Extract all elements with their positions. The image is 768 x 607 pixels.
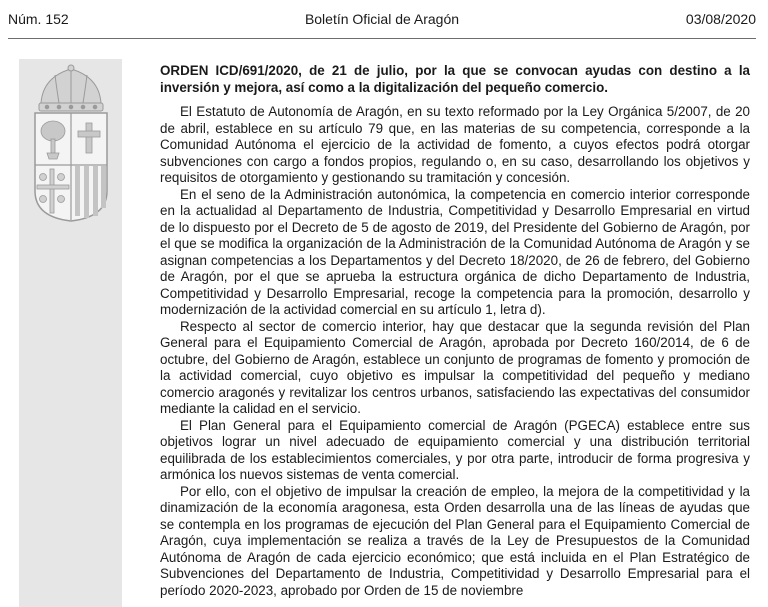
paragraph: Respecto al sector de comercio interior, hay que destacar que la segunda revisión del Plan General para el Equipamiento Comercial de Aragón, aprobada por Decreto 160/2014, de 6 de octubre, del Gobierno de Aragón, establece un conjunto de programas de fomento y promoción de la actividad comercial, cuyo objetivo es impulsar la competitividad del pequeño y mediano comercio aragonés y revitalizar los centros urbanos, satisfaciendo las expectativas del consumidor mediante la calidad en el servicio. <box>160 318 750 416</box>
document-body <box>160 62 750 599</box>
paragraph: El Estatuto de Autonomía de Aragón, en su texto reformado por la Ley Orgánica 5/2007, de 20 de abril, establece en su artículo 79 que, en las materias de su competencia, corresponde a la Comunidad Autónoma el ejercicio de la actividad de fomento, a cuyos efectos podrá otorgar subvenciones con cargo a fondos propios, regulando o, en su caso, desarrollando los objetivos y requisitos de otorgamiento y gestionando su tramitación y concesión. <box>160 104 750 185</box>
issue-number: Núm. 152 <box>8 11 69 27</box>
paragraph: Por ello, con el objetivo de impulsar la creación de empleo, la mejora de la competitividad y la dinamización de la economía aragonesa, esta Orden desarrolla una de las líneas de ayudas que se contempla en los programas de ejecución del Plan General para el Equipamiento Comercial de Aragón, cuya implementación se realiza a través de la Ley de Presupuestos de la Comunidad Autónoma de Aragón de cada ejercicio económico; que está incluida en el Plan Estratégico de Subvenciones del Departamento de Industria, Competitividad y Desarrollo Empresarial para el período 2020-2023, aprobado por Orden de 15 de noviembre <box>160 483 750 598</box>
paragraph: En el seno de la Administración autonómica, la competencia en comercio interior corresponde en la actualidad al Departamento de Industria, Competitividad y Desarrollo Empresarial en virtud de lo dispuesto por el Decreto de 5 de agosto de 2019, del Presidente del Gobierno de Aragón, por el que se modifica la organización de la Administración de la Comunidad Autónoma de Aragón y se asignan competencias a los Departamentos y del Decreto 18/2020, de 26 de febrero, del Gobierno de Aragón, por el que se aprueba la estructura orgánica de dicho Departamento de Industria, Competitividad y Desarrollo Empresarial, recoge la competencia para la promoción, desarrollo y modernización de la actividad comercial en su artículo 1, letra d). <box>160 186 750 317</box>
paragraph: El Plan General para el Equipamiento comercial de Aragón (PGECA) establece entre sus objetivos lograr un nivel adecuado de equipamiento comercial y una distribución territorial equilibrada de los establecimientos comerciales, y por otra parte, introducir de forma progresiva y armónica los nuevos sistemas de venta comercial. <box>160 417 750 482</box>
order-title: ORDEN ICD/691/2020, de 21 de julio, por la que se convocan ayudas con destino a la inversión y mejora, así como a la digitalización del pequeño comercio. <box>160 63 750 95</box>
coat-of-arms-of-aragon-icon <box>31 63 111 223</box>
bulletin-title: Boletín Oficial de Aragón <box>304 11 460 27</box>
issue-date: 03/08/2020 <box>685 11 756 27</box>
header-divider <box>8 38 756 39</box>
emblem-panel <box>19 59 122 607</box>
page-header <box>8 8 756 30</box>
